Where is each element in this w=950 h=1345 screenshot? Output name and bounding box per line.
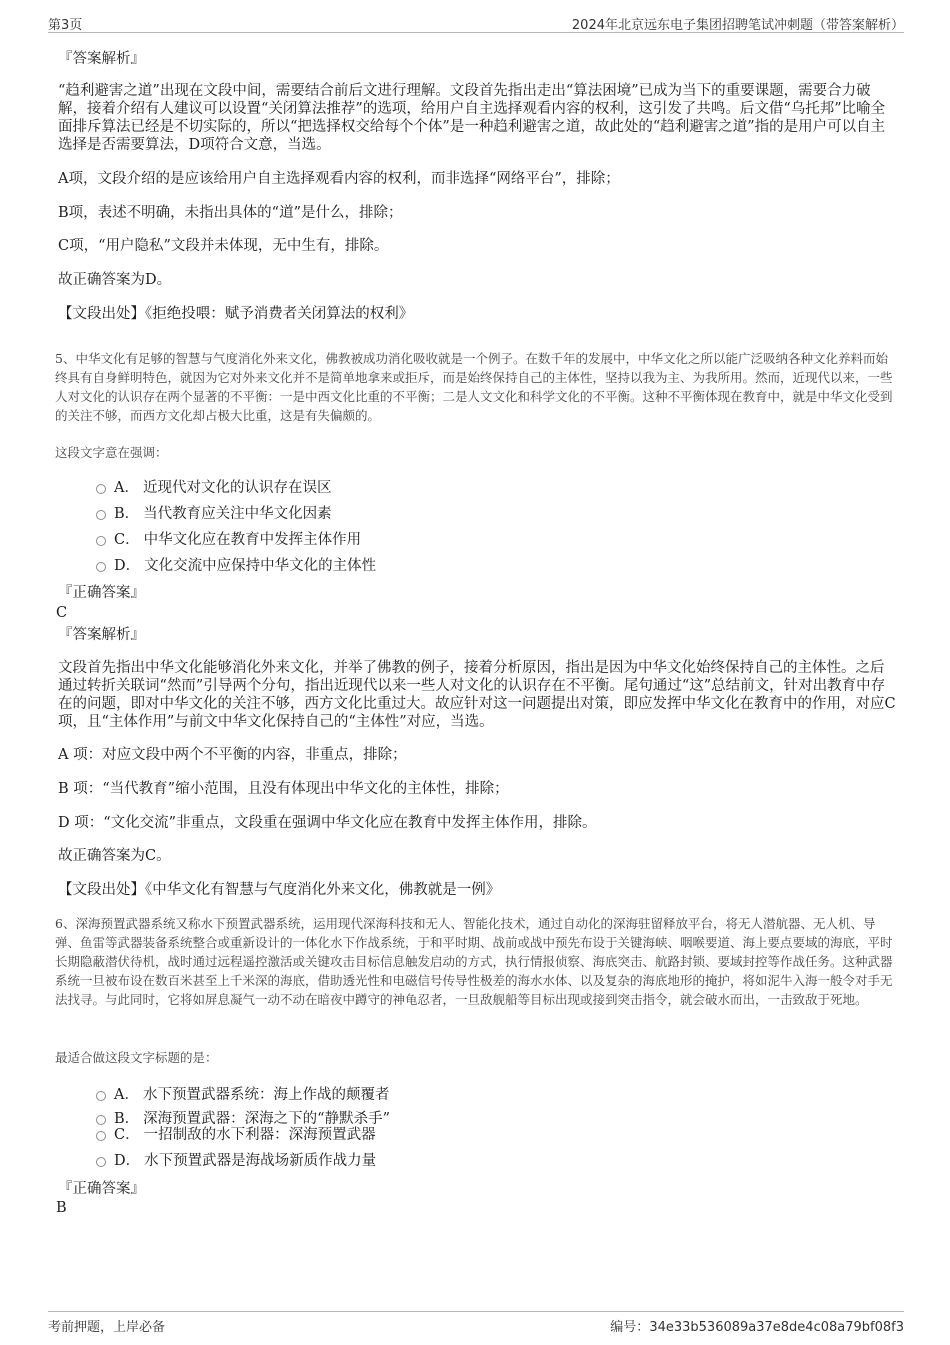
option-key: D． — [114, 1153, 141, 1169]
radio-button-icon[interactable] — [96, 1157, 106, 1167]
q5-stem: 5、中华文化有足够的智慧与气度消化外来文化，佛教被成功消化吸收就是一个例子。在数千年的发展中，中华文化之所以能广泛吸纳各种文化养料而始终具有自身鲜明特色，就因为它对外来文化并不是简单地拿来或拒斥，而是始终保持自己的主体性，坚持以我为主、为我所用。然而，近现代以来，一些人对文化的认识存在两个显著的不平衡：一是中西文化比重的不平衡；二是人文文化和科学文化的不平衡。这种不平衡体现在教育中，就是中华文化受到的关注不够，而西方文化却占极大比重，这是有失偏颇的。 — [55, 351, 893, 423]
option-key: D． — [114, 558, 141, 574]
q4-conclusion: 故正确答案为D。 — [58, 272, 172, 288]
radio-button-icon[interactable] — [96, 562, 106, 572]
option-key: B． — [114, 1111, 140, 1127]
q5-option-b[interactable] — [96, 504, 332, 524]
q6-option-c[interactable] — [96, 1125, 376, 1145]
q6-stem: 6、深海预置武器系统又称水下预置武器系统，运用现代深海科技和无人、智能化技术，通过自动化的深海驻留释放平台，将无人潜航器、无人机、导弹、鱼雷等武器装备系统整合或重新设计的一体化水下作战系统，于和平时期、战前或战中预先布设于关键海峡、咽喉要道、海上要点要域的海底，平时长期隐蔽潜伏待机，战时通过远程遥控激活或关键攻击目标信息触发启动的方式，执行情报侦察、海底突击、航路封锁、要域封控等作战任务。这种武器系统一旦被布设在数百米甚至上千米深的海底，借助透光性和电磁信号传导性极差的海水水体、以及复杂的海底地形的掩护，将如泥牛入海一般令对手无法找寻。与此同时，它将如屏息凝气一动不动在暗夜中蹲守的神龟忍者，一旦敌舰船等目标出现或接到突击指令，就会破水而出，一击致敌于死地。 — [55, 916, 893, 1007]
q4-analysis-label: 『答案解析』 — [58, 51, 145, 67]
q4-source: 【文段出处】《拒绝投喂：赋予消费者关闭算法的权利》 — [58, 306, 414, 322]
footer-slogan: 考前押题，上岸必备 — [48, 1320, 166, 1335]
option-text: 水下预置武器是海战场新质作战力量 — [144, 1153, 377, 1169]
document-code — [610, 1316, 904, 1335]
q5-option-c[interactable] — [96, 530, 361, 550]
q5-analysis-text: 文段首先指出中华文化能够消化外来文化，并举了佛教的例子，接着分析原因，指出是因为中华文化始终保持自己的主体性。之后通过转折关联词“然而”引导两个分句，指出近现代以来一些人对文化的认识存在不平衡。尾句通过“这”总结前文，针对出教育中存在的问题，即对中华文化的关注不够，西方文化比重过大。故应针对这一问题提出对策，即应发挥中华文化在教育中的作用，对应C 项，且“主体作用”与前文中华文化保持自己的“主体性”对应，当选。 — [58, 660, 896, 730]
q5-answer-label: 『正确答案』 — [58, 585, 145, 601]
page-number: 第3页 — [48, 18, 83, 33]
radio-button-icon[interactable] — [96, 510, 106, 520]
q5-conclusion: 故正确答案为C。 — [58, 848, 171, 864]
radio-button-icon[interactable] — [96, 1131, 106, 1141]
radio-button-icon[interactable] — [96, 484, 106, 494]
radio-button-icon[interactable] — [96, 536, 106, 546]
code-label: 编号： — [610, 1320, 650, 1335]
q4-note-b: B项，表述不明确，未指出具体的“道”是什么，排除； — [58, 205, 403, 221]
q4-note-a: A项，文段介绍的是应该给用户自主选择观看内容的权利，而非选择“网络平台”，排除； — [58, 171, 620, 187]
q5-question: 这段文字意在强调： — [55, 445, 168, 460]
radio-button-icon[interactable] — [96, 1115, 106, 1125]
q4-note-c: C项，“用户隐私”文段并未体现，无中生有，排除。 — [58, 238, 389, 254]
q5-answer: C — [56, 605, 68, 621]
q5-source: 【文段出处】《中华文化有智慧与气度消化外来文化，佛教就是一例》 — [58, 882, 501, 898]
page-footer — [48, 1311, 904, 1334]
document-title: 2024年北京远东电子集团招聘笔试冲刺题（带答案解析） — [571, 18, 904, 33]
code-value: 34e33b536089a37e8de4c08a79bf08f3 — [649, 1320, 904, 1335]
option-text: 水下预置武器系统：海上作战的颠覆者 — [142, 1087, 390, 1103]
option-key: A． — [114, 480, 139, 496]
q6-option-d[interactable] — [96, 1151, 376, 1171]
q5-note-a: A 项：对应文段中两个不平衡的内容，非重点，排除； — [58, 747, 407, 763]
option-text: 当代教育应关注中华文化因素 — [143, 506, 332, 522]
radio-button-icon[interactable] — [96, 1091, 106, 1101]
q5-note-b: B 项：“当代教育”缩小范围，且没有体现出中华文化的主体性，排除； — [58, 781, 509, 797]
q6-answer: B — [56, 1200, 67, 1216]
option-key: C． — [114, 1127, 140, 1143]
q6-option-a[interactable] — [96, 1085, 389, 1105]
option-text: 一招制敌的水下利器：深海预置武器 — [143, 1127, 376, 1143]
q6-question: 最适合做这段文字标题的是： — [55, 1050, 218, 1065]
q4-analysis-text: “趋利避害之道”出现在文段中间，需要结合前后文进行理解。文段首先指出走出“算法困境”已成为当下的重要课题，需要合力破解，接着介绍有人建议可以设置“关闭算法推荐”的选项，给用户自主选择观看内容的权利，这引发了共鸣。后文借“乌托邦”比喻全面排斥算法已经是不切实际的，所以“把选择权交给每个个体”是一种趋利避害之道，故此处的“趋利避害之道”指的是用户可以自主选择是否需要算法，D项符合文意，当选。 — [58, 83, 886, 153]
q5-note-d: D 项：“文化交流”非重点，文段重在强调中华文化应在教育中发挥主体作用，排除。 — [58, 815, 597, 831]
q5-option-a[interactable] — [96, 478, 331, 498]
page-header — [48, 12, 904, 33]
q5-analysis-label: 『答案解析』 — [58, 627, 145, 643]
q6-answer-label: 『正确答案』 — [58, 1181, 145, 1197]
option-key: C． — [114, 532, 140, 548]
option-text: 中华文化应在教育中发挥主体作用 — [143, 532, 362, 548]
q5-option-d[interactable] — [96, 556, 376, 576]
option-text: 深海预置武器：深海之下的“静默杀手” — [143, 1111, 390, 1127]
option-text: 文化交流中应保持中华文化的主体性 — [144, 558, 377, 574]
option-key: B． — [114, 506, 140, 522]
option-key: A． — [114, 1087, 139, 1103]
option-text: 近现代对文化的认识存在误区 — [142, 480, 332, 496]
